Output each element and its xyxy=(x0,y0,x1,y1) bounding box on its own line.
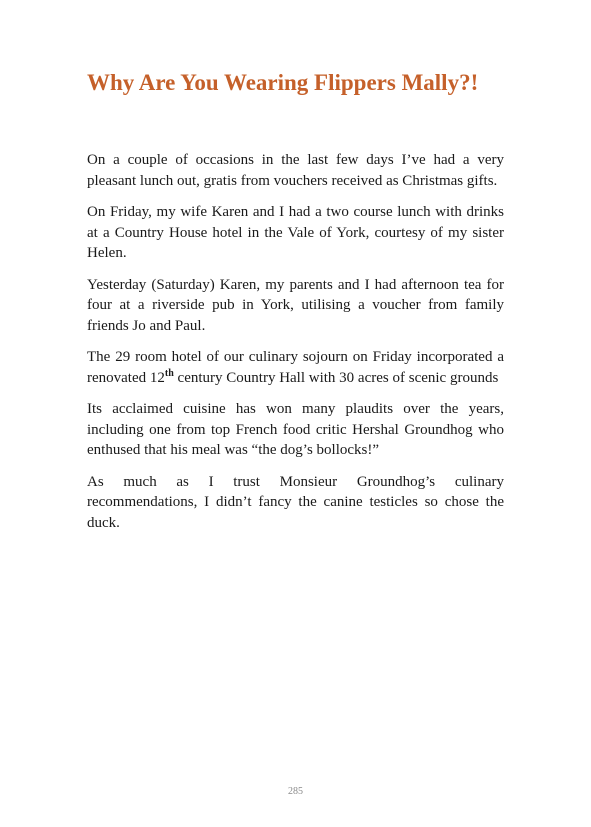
chapter-title: Why Are You Wearing Flippers Mally?! xyxy=(87,70,479,95)
page-number: 285 xyxy=(288,786,303,797)
paragraph-cuisine: Its acclaimed cuisine has won many plaudits over the years, including one from top French food critic Hershal Groundhog who enthused that his meal was “the dog’s bollocks!” xyxy=(87,401,504,458)
ordinal-suffix: th xyxy=(164,367,174,379)
paragraph-afternoon-tea: Yesterday (Saturday) Karen, my parents and I had afternoon tea for four at a riverside pub in York, utilising a voucher from family friends Jo and Paul. xyxy=(87,276,504,334)
paragraph-duck: As much as I trust Monsieur Groundhog’s culinary recommendations, I didn’t fancy the canine testicles so chose the duck. xyxy=(87,473,504,531)
paragraph-hotel-text-end: century Country Hall with 30 acres of scenic grounds xyxy=(173,369,499,386)
paragraph-friday-lunch: On Friday, my wife Karen and I had a two course lunch with drinks at a Country House hotel in the Vale of York, courtesy of my sister Helen. xyxy=(87,204,504,261)
paragraph-hotel xyxy=(87,347,504,388)
paragraph-vouchers: On a couple of occasions in the last few days I’ve had a very pleasant lunch out, gratis from vouchers received as Christmas gifts. xyxy=(87,152,504,189)
body-text xyxy=(87,150,504,544)
paragraph-hotel-text-start: The 29 room hotel of our culinary sojourn on Friday incorporated a renovated 12 xyxy=(87,349,504,386)
